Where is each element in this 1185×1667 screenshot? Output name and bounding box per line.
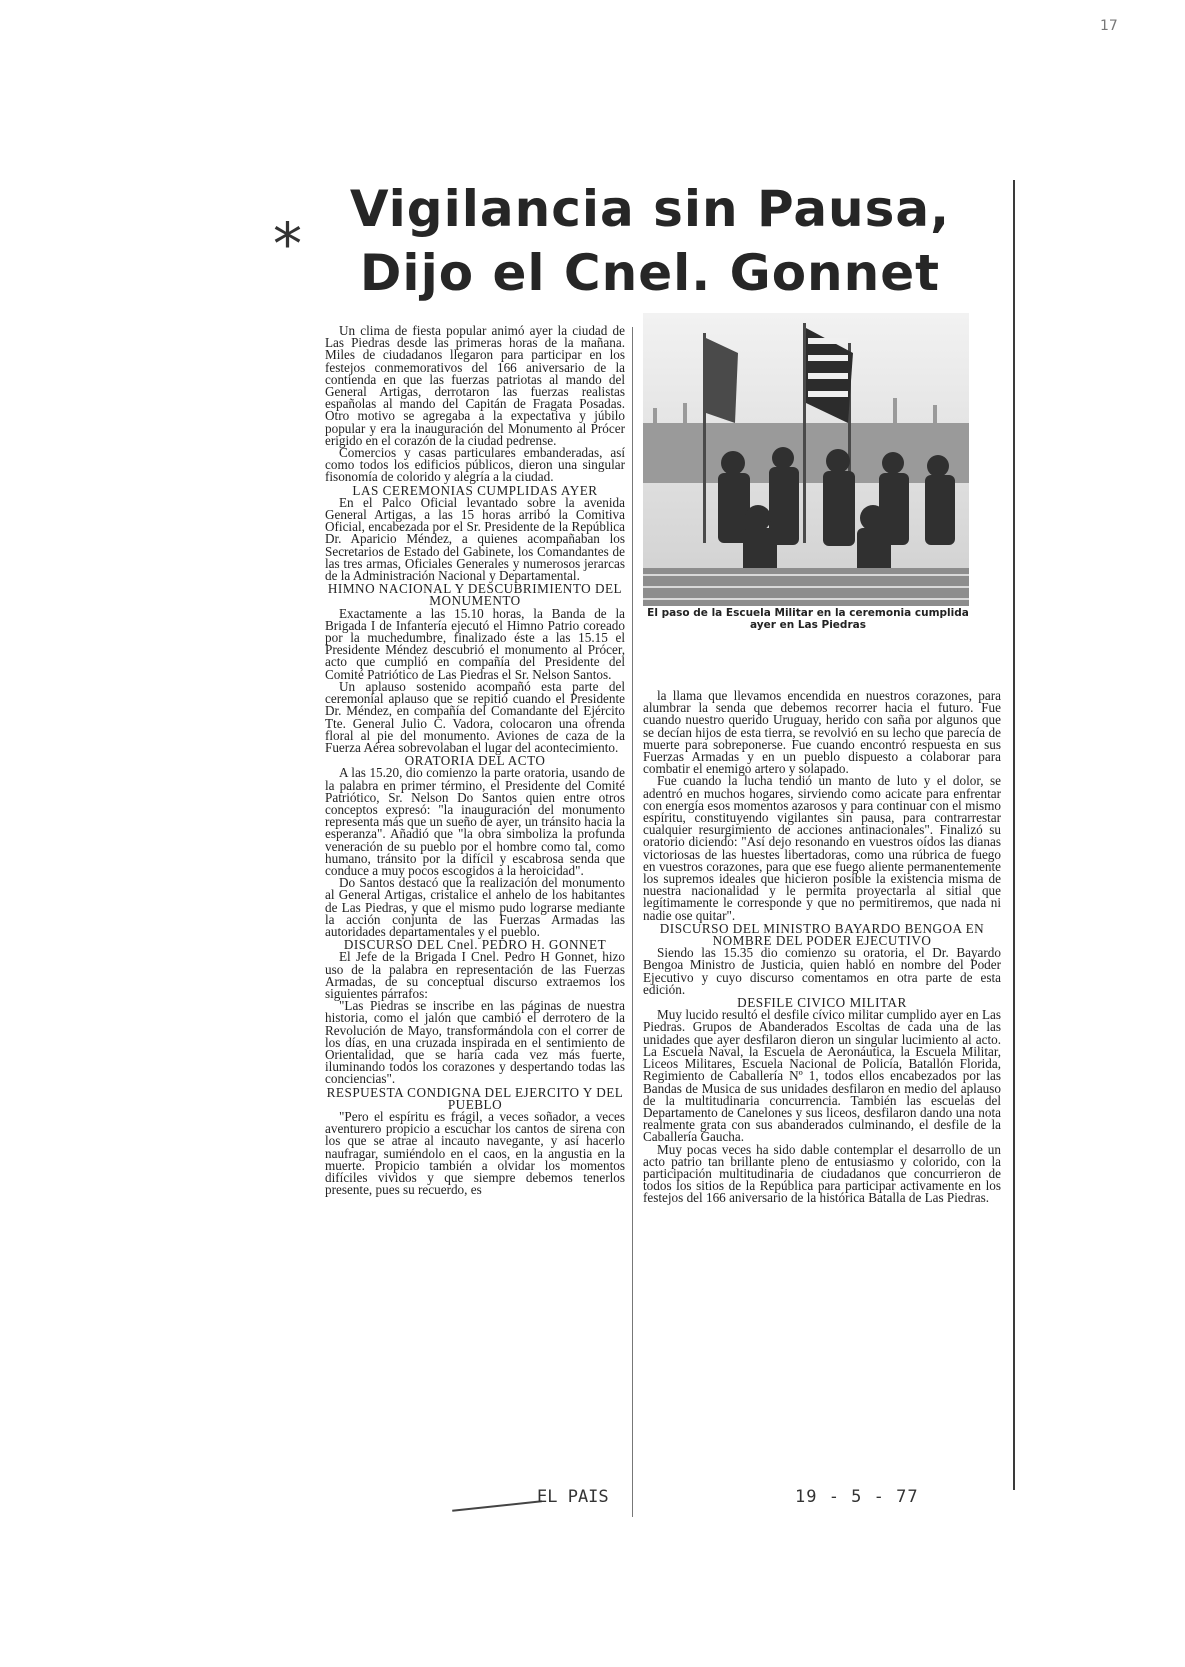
section-heading: RESPUESTA CONDIGNA DEL EJERCITO Y DEL PUEBLO [326, 1084, 624, 1112]
publication-date: 19 - 5 - 77 [795, 1487, 919, 1507]
headline: Vigilancia sin Pausa, Dijo el Cnel. Gonnet [349, 180, 951, 302]
handwritten-asterisk-mark: * [273, 210, 302, 278]
paragraph: la llama que llevamos encendida en nuestros corazones, para alumbrar la senda que debemos recorrer hacia el futuro. Fue cuando nuestro querido Uruguay, herido con saña por algunos que se decían hijos de esta tierra, se revolvió en su lecho que parecía de muerte para sobreponerse. Fue cuando encontró respuesta en sus Fuerzas Armadas y en un pueblo dispuesto a colaborar para combatir el enemigo artero y solapado. [643, 688, 1001, 777]
paragraph: Muy lucido resultó el desfile cívico militar cumplido ayer en Las Piedras. Grupos de Abanderados Escoltas de cada una de las unidades que ayer desfilaron dieron un singular lucimiento al acto. La Escuela Naval, la Escuela de Aeronáutica, la Escuela Militar, Liceos Militares, Escuela Nacional de Policía, Batallón Florida, Regimiento de Caballería Nº 1, todos ellos encabezados por las Bandas de Musica de sus unidades desfilaron en medio del aplauso de la multitudinaria concurrencia. También las escuelas del Departamento de Canelones y sus liceos, desfilaron dando una nota realmente grata con sus abanderados culminando, el desfile de la Caballería Gaucha. [643, 1007, 1001, 1145]
section-heading: HIMNO NACIONAL Y DESCUBRIMIENTO DEL MONUMENTO [327, 581, 623, 609]
paragraph: Un aplauso sostenido acompañó esta parte del ceremonial aplauso que se repitió cuando el Presidente Dr. Méndez, en compañía del Comandante del Ejército Tte. General Julio C. Vadora, colocaron una ofrenda floral al pie del monumento. Aviones de caza de la Fuerza Aérea sobrevolaban el lugar del acontecimiento. [325, 678, 625, 755]
paragraph: Un clima de fiesta popular animó ayer la ciudad de Las Piedras desde las primeras horas de la mañana. Miles de ciudadanos llegaron para participar en los festejos conmemorativos del 166 aniversario de la contienda en que las fuerzas patriotas al mando del General Artigas, derrotaron las fuerzas realistas españolas al mando del Capitán de Fragata Posadas. Otro motivo se agregaba a la expectativa y júbilo popular y era la inauguración del Monumento al Prócer erigido en el corazón de la ciudad pedrense. [325, 323, 625, 448]
paragraph: Do Santos destacó que la realización del monumento al General Artigas, cristalice el anhelo de los habitantes de Las Piedras, y que el mismo pudo lograrse mediante la acción conjunta de las Fuerzas Armadas las autoridades departamentales y el pueblo. [325, 875, 625, 939]
parade-photo [643, 313, 969, 606]
paragraph: El Jefe de la Brigada I Cnel. Pedro H Gonnet, hizo uso de la palabra en representación de las Fuerzas Armadas, de su conceptual discurso extraemos los siguientes párrafos: [325, 949, 625, 1001]
column-rule-right [1013, 180, 1015, 1490]
paragraph: A las 15.20, dio comienzo la parte oratoria, usando de la palabra en primer término, el Presidente del Comité Patriótico, Sr. Nelson Do Santos quien entre otros conceptos expresó: "la inauguración del monumento representa más que un sueño de ayer, un tránsito hacia la esperanza". Añadió que "la obra simboliza la profunda veneración de su pueblo por el hombre como tal, como humano, tránsito por la difícil y escabrosa senda que conduce a muy pocos escogidos a la heroicidad". [325, 765, 625, 878]
right-column [643, 690, 1001, 1205]
column-rule-middle [632, 327, 633, 1517]
paragraph: Comercios y casas particulares embanderadas, así como todos los edificios públicos, dieron una singular fisonomía de colorido y alegría a la ciudad. [325, 445, 625, 485]
paragraph: Exactamente a las 15.10 horas, la Banda de la Brigada I de Infantería ejecutó el Himno Patrio coreado por la muchedumbre, finalizado éste a las 15.15 el Presidente Méndez descubrió el monumento al Prócer, acto que cumplió en compañía del Presidente del Comité Patriótico de Las Piedras el Sr. Nelson Santos. [325, 605, 625, 682]
section-heading: LAS CEREMONIAS CUMPLIDAS AYER [352, 482, 598, 498]
section-heading: DESFILE CIVICO MILITAR [737, 995, 907, 1011]
paragraph: Siendo las 15.35 dio comienzo su oratoria, el Dr. Bayardo Bengoa Ministro de Justicia, quien habló en nombre del Poder Ejecutivo y cuyo discurso comentamos en otra parte de esta edición. [643, 945, 1001, 997]
paragraph: "Pero el espíritu es frágil, a veces soñador, a veces aventurero propicio a escuchar los cantos de sirena con los que se atrae al incauto navegante, y así hacerlo naufragar, sumiéndolo en el caos, en la angustia en la muerte. Propicio también a olvidar los momentos difíciles vividos y que siempre debemos tenerlos presente, pues su recuerdo, es [325, 1109, 625, 1198]
paragraph: Fue cuando la lucha tendió un manto de luto y el dolor, se adentró en muchos hogares, sirviendo como acicate para enfrentar con energía esos momentos azarosos y para continuar con el mismo espíritu, constituyendo vigilantes sin pausa, para contrarrestar cualquier resurgimiento de acciones antinacionales". Finalizó su oratorio diciendo: "Así dejo resonando en vuestros oídos las dianas victoriosas de las huestes libertadoras, como una rúbrica de fuego en vuestros corazones, para que ese fuego aliente permanentemente los supremos ideales que hicieron posible la existencia misma de nuestra nacionalidad y le permita proyectarla al sitial que legítimamente le corresponde y que no permitiremos, que nada ni nadie ose quitar". [643, 773, 1001, 923]
section-heading: DISCURSO DEL Cnel. PEDRO H. GONNET [343, 937, 607, 953]
section-heading: DISCURSO DEL MINISTRO BAYARDO BENGOA EN NOMBRE DEL PODER EJECUTIVO [659, 920, 985, 949]
paragraph: Muy pocas veces ha sido dable contemplar el desarrollo de un acto patrio tan brillante pleno de entusiasmo y colorido, con la participación multitudinaria de ciudadanos que concurrieron de todos los sitios de la República para participar activamente en los festejos del 166 aniversario de la histórica Batalla de Las Piedras. [643, 1141, 1001, 1206]
photo-caption: El paso de la Escuela Militar en la ceremonia cumplida ayer en Las Piedras [647, 607, 969, 631]
paragraph: "Las Piedras se inscribe en las páginas de nuestra historia, como el jalón que cambió el derrotero de la Revolución de Mayo, transformándola con el correr de los días, en una cruzada inspirada en el sentimiento de Orientalidad, que se haría cada vez más fuerte, iluminando todos los corazones y despertando todas las conciencias". [325, 998, 625, 1087]
page-number: 17 [1100, 18, 1118, 34]
left-column [325, 325, 625, 1196]
section-heading: ORATORIA DEL ACTO [404, 753, 546, 769]
newspaper-clipping [255, 175, 1020, 1575]
paragraph: En el Palco Oficial levantado sobre la avenida General Artigas, a las 15 horas arribó la Comitiva Oficial, encabezada por el Sr. Presidente de la República Dr. Aparicio Méndez, a quienes acompañaban los Secretarios de Estado del Gabinete, los Comandantes de las tres armas, Oficiales Generales y numerosos jerarcas de la Administración Nacional y Departamental. [325, 494, 625, 584]
newspaper-source: EL PAIS [537, 1487, 609, 1507]
